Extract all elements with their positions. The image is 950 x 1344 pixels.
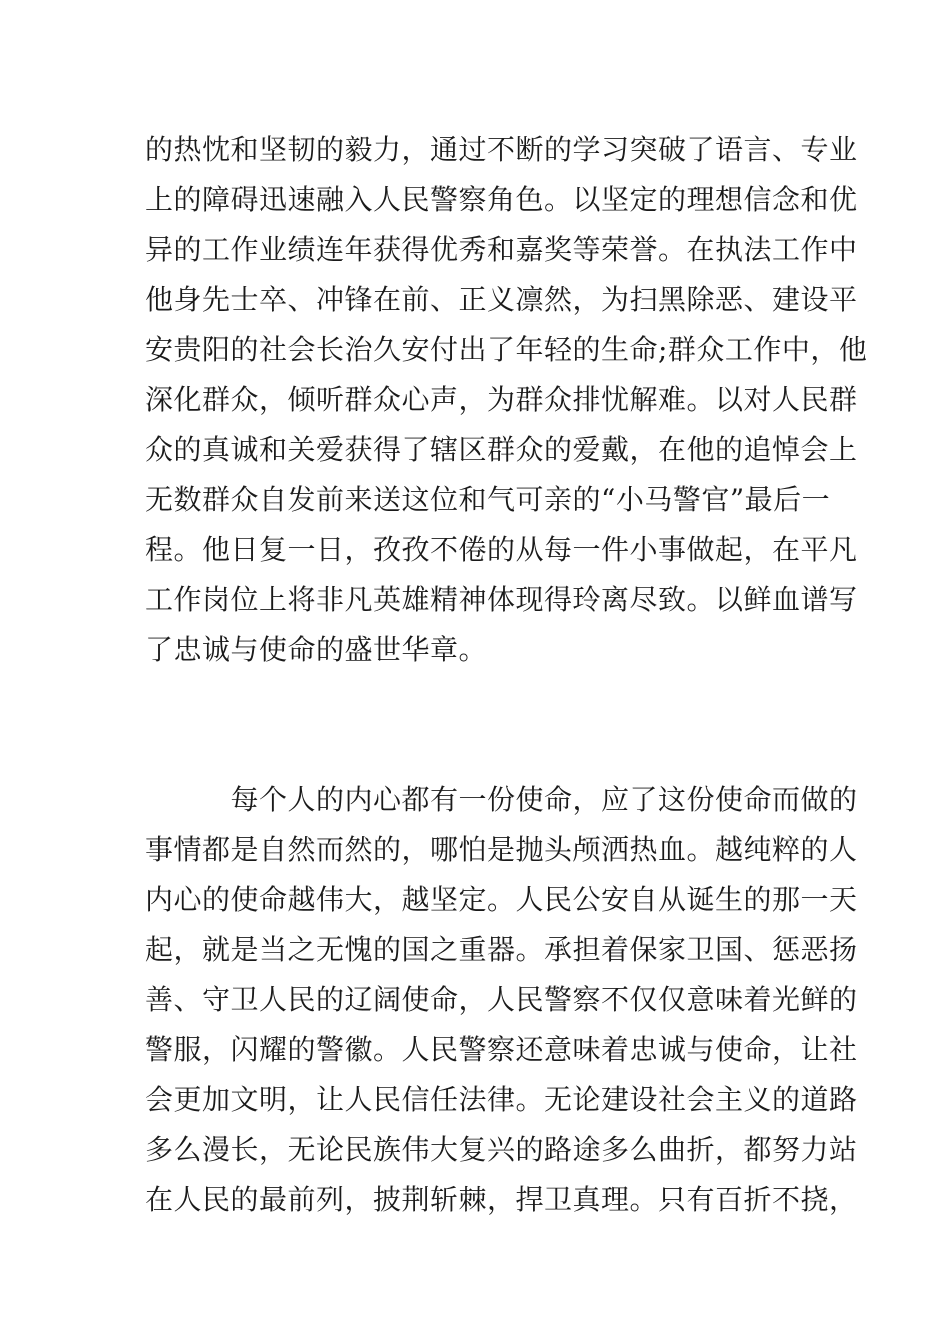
paragraph-1-line: 上的障碍迅速融入人民警察角色。以坚定的理想信念和优 [145,183,858,216]
paragraph-2-line: 每个人的内心都有一份使命，应了这份使命而做的 [145,783,858,816]
paragraph-1-line: 程。他日复一日，孜孜不倦的从每一件小事做起，在平凡 [145,533,858,566]
paragraph-2 [145,775,858,1225]
paragraph-2-line: 警服，闪耀的警徽。人民警察还意味着忠诚与使命，让社 [145,1033,858,1066]
paragraph-1-line: 无数群众自发前来送这位和气可亲的“小马警官”最后一 [145,483,831,516]
paragraph-2-line: 在人民的最前列，披荆斩棘，捍卫真理。只有百折不挠， [145,1183,858,1216]
paragraph-1-line: 安贵阳的社会长治久安付出了年轻的生命;群众工作中，他 [145,333,868,366]
paragraph-1-line: 工作岗位上将非凡英雄精神体现得玲离尽致。以鲜血谱写 [145,583,858,616]
paragraph-2-line: 内心的使命越伟大，越坚定。人民公安自从诞生的那一天 [145,883,858,916]
paragraph-2-line: 多么漫长，无论民族伟大复兴的路途多么曲折，都努力站 [145,1133,858,1166]
paragraph-2-line: 会更加文明，让人民信任法律。无论建设社会主义的道路 [145,1083,858,1116]
paragraph-1-line: 他身先士卒、冲锋在前、正义凛然，为扫黑除恶、建设平 [145,283,858,316]
paragraph-2-line: 善、守卫人民的辽阔使命，人民警察不仅仅意味着光鲜的 [145,983,858,1016]
paragraph-1-line: 众的真诚和关爱获得了辖区群众的爱戴，在他的追悼会上 [145,433,858,466]
paragraph-1-line: 异的工作业绩连年获得优秀和嘉奖等荣誉。在执法工作中 [145,233,858,266]
paragraph-1-line: 深化群众，倾听群众心声，为群众排忧解难。以对人民群 [145,383,858,416]
paragraph-2-line: 起，就是当之无愧的国之重器。承担着保家卫国、惩恶扬 [145,933,858,966]
paragraph-1-line: 了忠诚与使命的盛世华章。 [145,633,488,666]
paragraph-2-line: 事情都是自然而然的，哪怕是抛头颅洒热血。越纯粹的人 [145,833,858,866]
paragraph-1 [145,125,868,675]
paragraph-1-line: 的热忱和坚韧的毅力，通过不断的学习突破了语言、专业 [145,133,858,166]
